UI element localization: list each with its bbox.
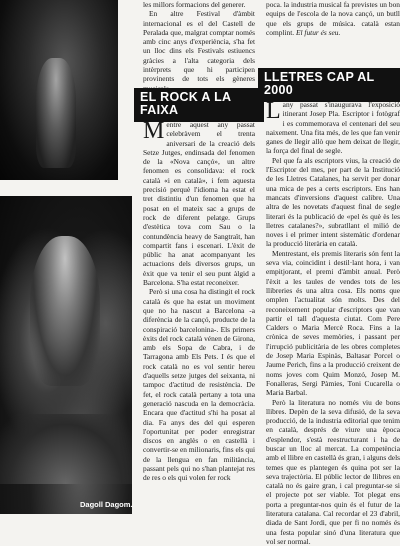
article-rock xyxy=(143,120,255,516)
section-heading-lletres: LLETRES CAP AL 2000 xyxy=(258,68,400,102)
performer-silhouette xyxy=(36,58,76,168)
singer-silhouette xyxy=(30,236,100,386)
rock-concert-photo xyxy=(0,196,132,514)
section-heading-rock: EL ROCK A LA FAIXA xyxy=(134,88,264,122)
paragraph: poca. la industria musical fa previstes un bon equips de l'escola de la nova cançó, un butll que els grups de música. xyxy=(266,0,400,28)
drop-cap: M xyxy=(143,121,164,141)
paragraph: Mentrestant, els premis literaris són fent la seva via, coincidint i destil·lant hora, i van empitjorant, el premi d'àmbit anual. Però l'èxit a les taules de vendes tots de les llibreries és una altra cosa. Els noms que omplen l'actualitat són molts. Des del reconeixement popular d'escriptors que van partir el tall d'aquesta ciutat. Com Pere Calders o Maria Mercè Roca. Fins a la crònica de seves memòries, i passant per l'irrupció publicitària de les obres completes de Josep Maria Espinàs, Baltasar Porcel o Jaume Perich, fins a la producció creixent de noms joves com Quim Monzó, Josep M. Fonalleras, Sergi Pàmies, Toni Cucarella o Maria Barbal. xyxy=(266,249,400,398)
paragraph: Però la literatura no només viu de bons llibres. Depèn de la seva difusió, de la seva producció, de la industria editorial que tenim en català, després de viure una època d'esplendor, s'està reestructurant i ha de buscar un lloc al mercat. La competència amb el llibre en castellà és gran, i alguns dels temes que es plantegen és quina pot ser la seva trajectòria. El públic lector de llibres en català no és gaire gran, i cal preguntar-se si el projecte pot ser viable. Tot plegat ens porta a preguntar-nos quin és el futur de la literatura catalana. Cal recordar el 23 d'abril, diada de Sant Jordi, que per fi no només és una festa popular sinó d'una literatura que vol ser normal. xyxy=(266,398,400,546)
paragraph: Pel que fa als escriptors vius, la creació de l'Escriptor del mes, per part de la Institució de les Lletres Catalanes, ha servit per donar una mica de pes a certs escriptors. Ens han mancats d'inversions d'aquest calibre. Una altra de les novetats d'aquest final de segle literari és la publicació de «pel ès què ès les lletres catalanes?», subratllant el milió de noves i el primer intent sistemàtic d'ordenar la producció literària en català. xyxy=(266,156,400,249)
drop-cap: L xyxy=(266,101,281,121)
article-lletres xyxy=(266,100,400,516)
paragraph: Lany passat s'inaugurava l'exposició itinerant Josep Pla. Escriptor i fotògraf i es commemorava el centenari del seu naixement. Una fita més, de les que fan venir ganes de llegir allò que hem deixat de llegir, la força del final de segle. xyxy=(266,100,400,156)
crowd-silhouette xyxy=(0,414,132,484)
paragraph: les millors formacions del generer. xyxy=(143,0,255,9)
article-continuation-festivals xyxy=(143,0,255,98)
paragraph: Mentre aquest any passat celebràvem el trenta aniversari de la creació dels Setze Jutges, endinsada del fenomen de la «Nova cançó», un altre fenomen es consolidava: el rock català «i en català», i fem aquesta precisió perquè l'idioma ha estat el tret distintiu d'un fenomen que ha posat en el mateix sac a grups de rock de diferent pelatge. Grups d'estètica tova com Sau o la contundència heavy de Sangtraït, han compartit fans i escenari. L'èxit de públic ha anat acompanyant les actuacions dels diversos grups, un èxit que va tenir el seu punt àlgid a Barcelona. S'ha estat reconeixer. xyxy=(143,120,255,287)
article-continuation-music xyxy=(266,0,400,34)
paragraph: En altre Festival d'àmbit internacional es el del Castell de Peralada que, malgrat comptar només amb cinc anys d'experiència, s'ha fet un lloc dins els Festivals estiuencs gràcies a l'alta categoria dels intèrprets que hi participen provinents de tots els gèneres xyxy=(143,9,255,93)
paragraph: Però si una cosa ha distingit el rock català és que ha estat un moviment que no ha nascut a Barcelona -a diferència de la cançó, producte de la conspiració barcelonina-. Els primers èxits del rock català vénen de Girona, amb els Sopa de Cabra, i de Tarragona amb Els Pets. I és que el rock català no es vol sentir hereu d'aquells setze jutges del seixanta, ni tampoc d'actitud de resistència. De fet, el rock català pertany a tota una generació nascuda en la democràcia. Encara que d'actitud s'hi ha posat al dia. Fa anys des del qui esperen l'oportunitat per poder enregistrar discos en anglès o en castellà i convertir-se en milionaris, fins els qui de la llengua en fan militància, passant pels qui no s'han plantejat res de res o els qui volen fer rock xyxy=(143,287,255,482)
paragraph: català estan complint. xyxy=(266,19,400,37)
photo-credit: Dagoll Dagom. xyxy=(80,500,133,509)
paragraph-emphasis: El futur és seu. xyxy=(296,28,340,37)
concert-photo-top xyxy=(0,0,118,180)
